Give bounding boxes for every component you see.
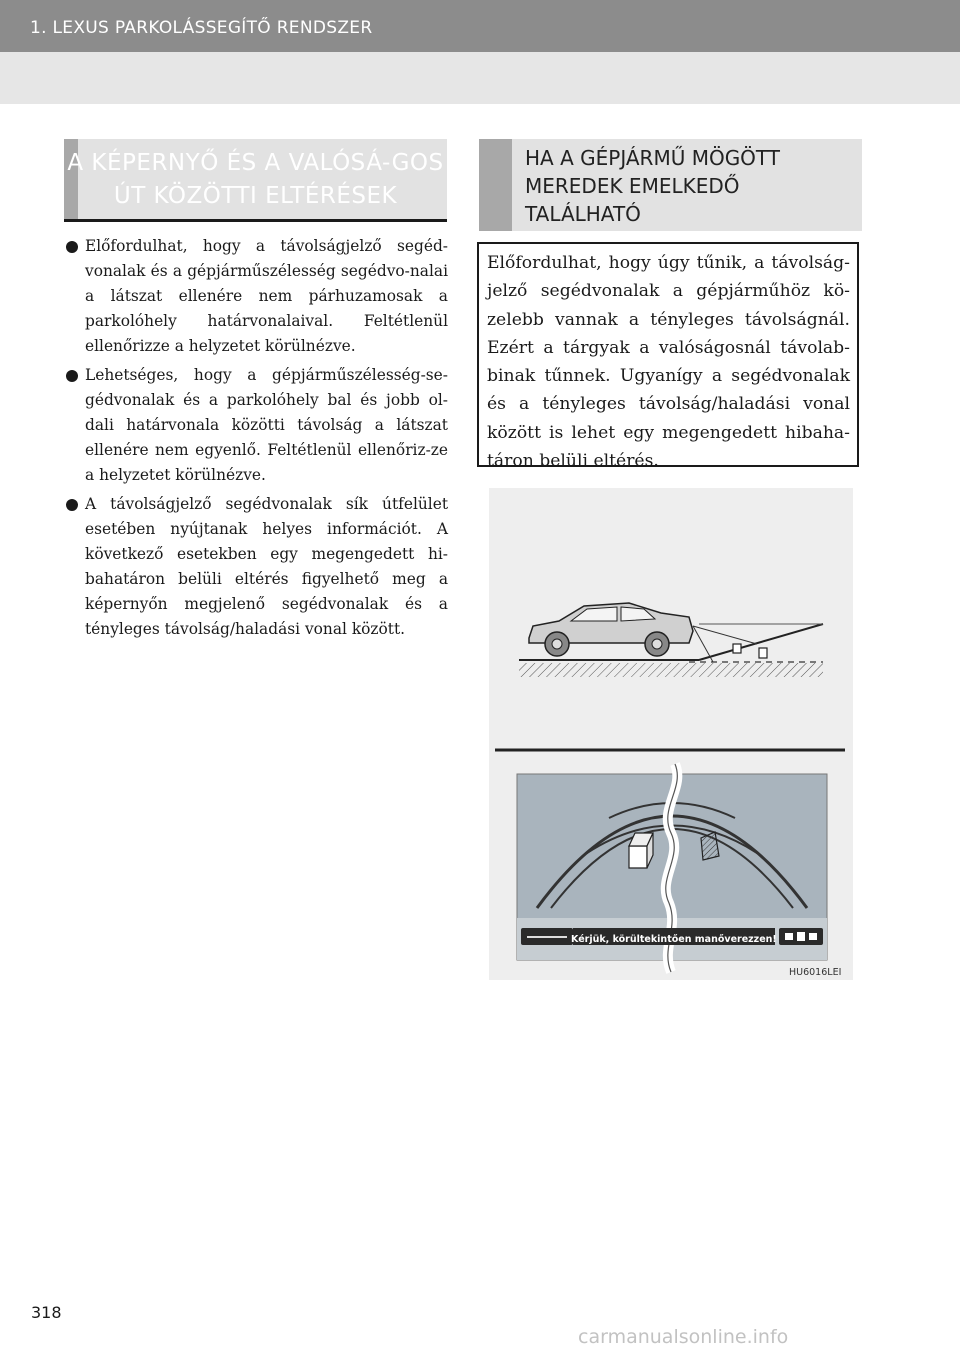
heading-tab [479, 139, 512, 231]
bullet-icon [66, 499, 78, 511]
object-marker [733, 644, 741, 653]
car-icon [529, 603, 693, 656]
slope-illustration [489, 488, 853, 980]
figure-code: HU6016LEI [789, 967, 842, 978]
watermark: carmanualsonline.info [578, 1326, 789, 1348]
chapter-title: 1. LEXUS PARKOLÁSSEGÍTŐ RENDSZER [30, 18, 373, 38]
bullet-icon [66, 241, 78, 253]
bullet-text: A távolságjelző segédvonalak sík útfelület esetében nyújtanak helyes információt. A következő esetekben egy megengedett hi-bahatáron belüli eltérés figyelhető meg a képernyőn megjelenő segédvonalak és a tényleges távolság/haladási vonal között. [85, 495, 448, 638]
bullet-list [66, 234, 448, 646]
section-title-right: HA A GÉPJÁRMŰ MÖGÖTT MEREDEK EMELKEDŐ TALÁLHATÓ [525, 146, 781, 226]
note-box [477, 242, 859, 472]
bullet-item [66, 363, 448, 488]
header-band [0, 52, 960, 104]
page-number: 318 [31, 1303, 62, 1322]
object-box-hatched [701, 832, 719, 860]
object-marker [759, 648, 767, 658]
screen-message: Kérjük, körültekintően manőverezzen! [571, 934, 777, 945]
illustration-drawing [489, 488, 853, 980]
bullet-item [66, 234, 448, 359]
section-title-left: A KÉPERNYŐ ÉS A VALÓSÁ-GOS ÚT KÖZÖTTI ELTÉRÉSEK [67, 150, 444, 209]
camera-ray [693, 626, 757, 644]
bullet-icon [66, 370, 78, 382]
section-heading-right [479, 139, 862, 231]
bullet-item [66, 492, 448, 642]
section-heading-left [64, 139, 447, 222]
object-box-white [629, 833, 653, 868]
bullet-text: Lehetséges, hogy a gépjárműszélesség-se-gédvonalak és a parkolóhely bal és jobb ol-dali határvonala közötti távolság a látszat ellenére nem egyenlő. Feltétlenül ellenőriz-ze a helyzetet körülnézve. [85, 366, 448, 484]
bullet-text: Előfordulhat, hogy a távolságjelző segéd-vonalak és a gépjárműszélesség segédvo-nalai a látszat ellenére nem párhuzamosak a parkolóhely határvonalaival. Feltétlenül ellenőrizze a helyzetet körülnézve. [85, 237, 448, 355]
note-text: Előfordulhat, hogy úgy tűnik, a távolság-jelző segédvonalak a gépjárműhöz kö-zelebb vannak a tényleges távolságnál. Ezért a tárgyak a valóságosnál távolab-binak tűnnek. Ugyanígy a segédvonalak és a tényleges távolság/haladási vonal között is lehet egy megengedett hibaha-táron belüli eltérés. [487, 253, 850, 472]
header-bar [0, 0, 960, 52]
camera-ray [693, 626, 713, 662]
ground-hatching [519, 663, 823, 677]
